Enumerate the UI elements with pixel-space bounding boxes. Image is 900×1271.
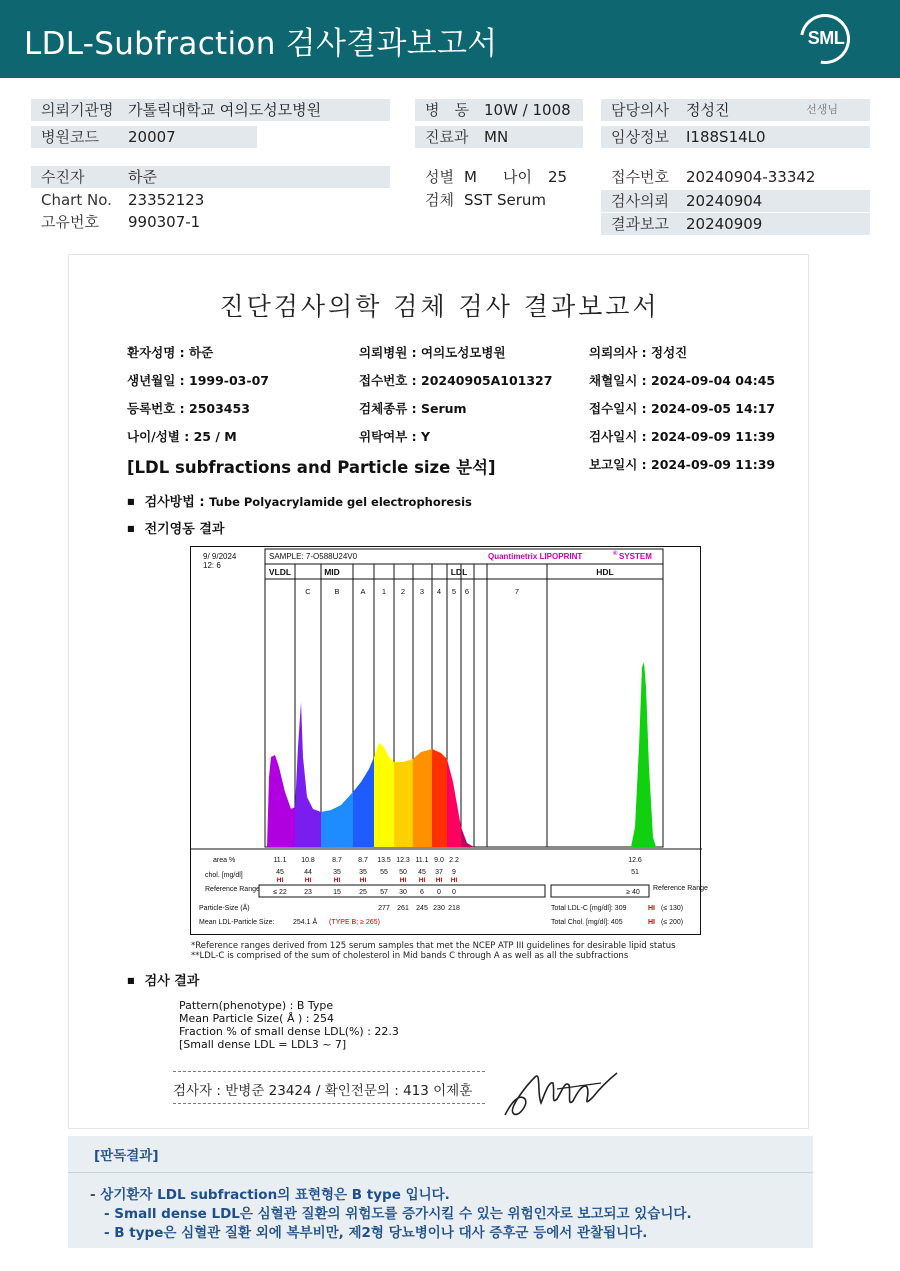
sml-logo <box>800 14 850 64</box>
judgment-title: [판독결과] <box>94 1148 159 1164</box>
requesting-hospital: 의뢰병원 : 여의도성모병원 <box>359 345 506 360</box>
patient-row <box>31 166 390 188</box>
judgment-line-3: - B type은 심혈관 질환 외에 복부비만, 제2형 당뇨병이나 대사 증후군 등에서 관찰됩니다. <box>104 1225 648 1241</box>
receive-time: 접수일시 : 2024-09-05 14:17 <box>589 401 776 416</box>
area-value-0: 11.1 <box>273 857 287 864</box>
chol-value-0: 45 <box>276 869 284 876</box>
ref-row-label: Reference Range <box>205 886 260 893</box>
receipt-no-row <box>601 166 870 188</box>
unique-no-label: 고유번호 <box>41 213 99 231</box>
patient-value: 하준 <box>128 168 157 186</box>
chol-value-6: 45 <box>418 869 426 876</box>
doctor-suffix: 선생님 <box>806 103 838 116</box>
ref-value-6: 6 <box>420 889 424 896</box>
band-label-7: 7 <box>514 587 520 596</box>
chol-flag-0: HI <box>276 877 284 884</box>
specimen-type: 검체종류 : Serum <box>359 401 467 416</box>
mid-a-area <box>353 757 374 847</box>
ref-value-8: 0 <box>452 889 456 896</box>
ward-row <box>415 99 583 121</box>
chart-system: Quantimetrix LIPOPRINT <box>488 552 583 561</box>
chol-value-3: 35 <box>359 869 367 876</box>
mean-row-label: Mean LDL-Particle Size: <box>199 919 275 926</box>
clinical-info-row <box>601 126 870 148</box>
area-value-3: 8.7 <box>358 857 368 864</box>
result-definition: [Small dense LDL = LDL3 ~ 7] <box>179 1038 347 1051</box>
sex-label: 성별 <box>425 168 454 186</box>
chol-flag-8: HI <box>450 877 458 884</box>
institution-row <box>31 99 390 121</box>
report-header <box>0 0 900 78</box>
requesting-doctor: 의뢰의사 : 정성진 <box>589 345 688 360</box>
area-value-8: 2.2 <box>449 857 459 864</box>
hospital-code-row <box>31 126 257 148</box>
ref-value-4: 57 <box>380 889 388 896</box>
age-value: 25 <box>548 168 568 186</box>
request-date-value: 20240904 <box>686 192 763 210</box>
birth-date: 생년월일 : 1999-03-07 <box>127 373 269 388</box>
result-pattern: Pattern(phenotype) : B Type <box>179 999 334 1012</box>
total-chol: Total Chol. [mg/dl]: 405 <box>551 919 623 926</box>
report-receipt-no: 접수번호 : 20240905A101327 <box>359 373 553 388</box>
registration-no: 등록번호 : 2503453 <box>127 401 250 416</box>
report-date-row <box>601 213 870 235</box>
age-sex: 나이/성별 : 25 / M <box>127 429 237 444</box>
patient-name: 환자성명 : 하준 <box>127 345 214 360</box>
total-ldl: Total LDL-C [mg/dl]: 309 <box>551 905 627 912</box>
report-title: 진단검사의학 검체 검사 결과보고서 <box>219 292 660 321</box>
chart-system-suffix: SYSTEM <box>619 552 652 561</box>
area-value-2: 8.7 <box>332 857 342 864</box>
divider-top <box>173 1071 485 1072</box>
chol-flag-3: HI <box>359 877 367 884</box>
total-ldl-flag: HI <box>648 905 655 912</box>
band-label-4: 4 <box>436 587 442 596</box>
mid-c-area <box>295 702 321 847</box>
institution-value: 가톨릭대학교 여의도성모병원 <box>128 101 322 119</box>
signer-line: 검사자 : 반병준 23424 / 확인전문의 : 413 이제훈 <box>173 1083 473 1099</box>
area-value-9: 12.6 <box>628 857 642 864</box>
chol-flag-2: HI <box>333 877 341 884</box>
clinical-info-label: 임상정보 <box>611 128 669 146</box>
group-label-vldl: VLDL <box>268 567 292 577</box>
ldl6-area <box>461 827 474 847</box>
collect-time: 채혈일시 : 2024-09-04 04:45 <box>589 373 776 388</box>
total-ldl-ref: (≤ 130) <box>661 905 684 912</box>
chol-flag-1: HI <box>304 877 312 884</box>
group-label-hdl: HDL <box>596 567 614 577</box>
electrophoresis-heading: ■ 전기영동 결과 <box>127 518 224 537</box>
hospital-code-value: 20007 <box>128 128 176 146</box>
ref-value-3: 25 <box>359 889 367 896</box>
footnote-1: *Reference ranges derived from 125 serum samples that met the NCEP ATP III guidelines for desirable lipid status <box>191 941 676 951</box>
chart-time: 12: 6 <box>203 561 221 570</box>
ref-value-9: ≥ 40 <box>626 889 640 896</box>
particle-size-4: 218 <box>448 905 460 912</box>
receipt-no-value: 20240904-33342 <box>686 168 816 186</box>
result-fraction: Fraction % of small dense LDL(%) : 22.3 <box>179 1025 399 1038</box>
chol-value-4: 55 <box>380 869 388 876</box>
ldl5-area <box>447 759 461 847</box>
band-label-3: 3 <box>419 587 425 596</box>
sex-age-row <box>415 166 583 188</box>
chart-no-label: Chart No. <box>41 191 112 209</box>
ref-right-label: Reference Range <box>653 885 708 892</box>
specimen-label: 검체 <box>425 191 454 209</box>
band-label-2: 2 <box>400 587 406 596</box>
chol-row-label: chol. [mg/dl] <box>205 872 243 879</box>
doctor-row <box>601 99 870 121</box>
area-value-5: 12.3 <box>396 857 410 864</box>
report-time: 보고일시 : 2024-09-09 11:39 <box>589 457 776 472</box>
ldl4-area <box>432 749 447 847</box>
ref-value-2: 15 <box>333 889 341 896</box>
ref-value-0: ≤ 22 <box>273 889 287 896</box>
chart-no-value: 23352123 <box>128 191 205 209</box>
total-chol-ref: (≤ 200) <box>661 919 684 926</box>
judgment-panel <box>68 1136 813 1248</box>
mean-size-value: 254.1 Å <box>293 919 318 926</box>
total-chol-flag: HI <box>648 919 655 926</box>
judgment-divider <box>68 1172 813 1173</box>
area-value-7: 9.0 <box>434 857 444 864</box>
chol-value-1: 44 <box>304 869 312 876</box>
signature-icon <box>497 1063 627 1123</box>
specimen-value: SST Serum <box>464 191 547 209</box>
lipoprint-chart <box>190 546 708 935</box>
group-label-mid: MID <box>324 567 340 577</box>
chol-value-2: 35 <box>333 869 341 876</box>
ref-value-7: 0 <box>437 889 441 896</box>
chart-system-reg: ® <box>613 551 618 557</box>
ref-value-5: 30 <box>399 889 407 896</box>
area-value-1: 10.8 <box>301 857 315 864</box>
band-label-c: C <box>305 587 311 596</box>
sex-value: M <box>464 168 477 186</box>
chart-no-row <box>31 189 390 211</box>
request-date-row <box>601 190 870 212</box>
report-date-value: 20240909 <box>686 215 763 233</box>
group-label-ldl: LDL <box>450 567 468 577</box>
request-date-label: 검사의뢰 <box>611 192 669 210</box>
result-heading: ■ 검사 결과 <box>127 970 199 989</box>
ward-label: 병 동 <box>425 101 469 119</box>
method-line <box>127 491 472 510</box>
report-date-label: 결과보고 <box>611 215 669 233</box>
department-row <box>415 126 583 148</box>
specimen-row <box>415 189 583 211</box>
divider-bottom <box>173 1103 485 1104</box>
particle-size-1: 261 <box>397 905 409 912</box>
vldl-area <box>267 755 295 847</box>
band-label-b: B <box>334 587 340 596</box>
logo-text: SML <box>807 28 845 48</box>
scanned-report <box>68 254 809 1129</box>
hospital-code-label: 병원코드 <box>41 128 99 146</box>
band-label-5: 5 <box>451 587 457 596</box>
psize-row-label: Particle-Size (Å) <box>199 905 250 912</box>
mean-size-type: (TYPE B; ≥ 265) <box>329 919 380 926</box>
judgment-line-1: - 상기환자 LDL subfraction의 표현형은 B type 입니다. <box>90 1187 450 1203</box>
age-label: 나이 <box>503 168 532 186</box>
test-time: 검사일시 : 2024-09-09 11:39 <box>589 429 776 444</box>
unique-no-row <box>31 211 390 233</box>
area-value-6: 11.1 <box>415 857 429 864</box>
chart-sample: SAMPLE: 7-O588U24V0 <box>269 552 358 561</box>
band-label-a: A <box>360 587 366 596</box>
department-value: MN <box>484 128 509 146</box>
area-value-4: 13.5 <box>377 857 391 864</box>
unique-no-value: 990307-1 <box>128 213 201 231</box>
particle-size-3: 230 <box>433 905 445 912</box>
doctor-value: 정성진 <box>686 101 730 119</box>
area-row-label: area % <box>213 857 236 864</box>
hdl-area <box>631 662 656 847</box>
page-title: LDL-Subfraction 검사결과보고서 <box>24 26 498 62</box>
chol-flag-6: HI <box>418 877 426 884</box>
chol-flag-5: HI <box>399 877 407 884</box>
chol-flag-7: HI <box>435 877 443 884</box>
consignment: 위탁여부 : Y <box>359 429 431 444</box>
institution-label: 의뢰기관명 <box>41 101 114 119</box>
section-title: [LDL subfractions and Particle size 분석] <box>127 458 496 477</box>
ldl1-area <box>374 743 394 847</box>
ref-value-1: 23 <box>304 889 312 896</box>
department-label: 진료과 <box>425 128 469 146</box>
patient-label: 수진자 <box>41 168 85 186</box>
band-label-1: 1 <box>381 587 387 596</box>
ldl2-area <box>394 759 413 847</box>
judgment-line-2: - Small dense LDL은 심혈관 질환의 위험도를 증가시킬 수 있는 위험인자로 보고되고 있습니다. <box>104 1206 692 1222</box>
mid-b-area <box>321 792 353 847</box>
lipoprint-svg <box>191 547 708 936</box>
chol-value-8: 9 <box>452 869 456 876</box>
doctor-label: 담당의사 <box>611 101 669 119</box>
method-label: 검사방법 : <box>144 495 205 510</box>
receipt-no-label: 접수번호 <box>611 168 669 186</box>
particle-size-2: 245 <box>416 905 428 912</box>
particle-size-0: 277 <box>378 905 390 912</box>
chart-date: 9/ 9/2024 <box>203 552 237 561</box>
chol-value-9: 51 <box>631 869 639 876</box>
ward-value: 10W / 1008 <box>484 101 571 119</box>
method-value: Tube Polyacrylamide gel electrophoresis <box>209 495 472 509</box>
band-label-6: 6 <box>464 587 470 596</box>
result-mean-size: Mean Particle Size( Å ) : 254 <box>179 1012 334 1025</box>
clinical-info-value: I188S14L0 <box>686 128 766 146</box>
ldl3-area <box>413 749 432 847</box>
chol-value-7: 37 <box>435 869 443 876</box>
footnote-2: **LDL-C is comprised of the sum of cholesterol in Mid bands C through A as well as all the subfractions <box>191 951 629 961</box>
chol-value-5: 50 <box>399 869 407 876</box>
